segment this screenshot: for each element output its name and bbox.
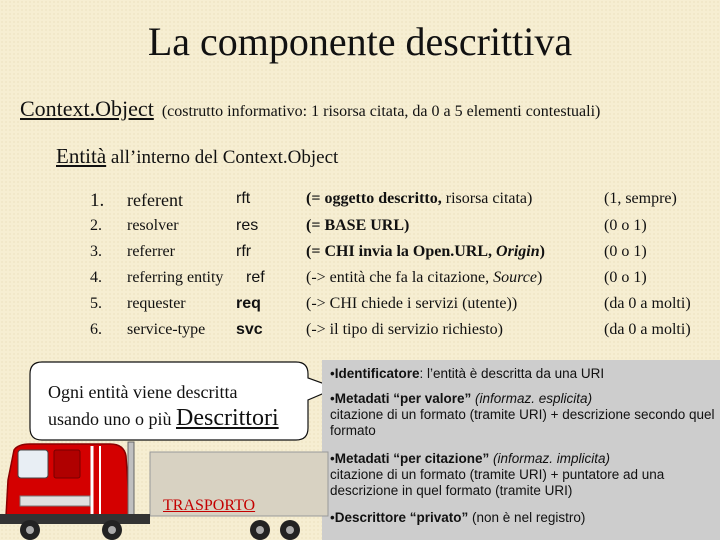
entity-abbreviation: res <box>236 217 259 234</box>
note-metadati-citazione: •Metadati “per citazione” (informaz. implicita) citazione di un formato (tramite URI) + puntatore ad una descrizione in quel formato (tramite URI) <box>330 451 665 498</box>
entity-name: referring entity <box>127 269 224 286</box>
entity-abbreviation: rft <box>236 190 251 207</box>
callout-text <box>48 379 318 432</box>
entity-cardinality: (1, sempre) <box>604 190 677 207</box>
truck-icon <box>0 440 330 540</box>
callout-line-1: Ogni entità viene descritta <box>48 382 238 402</box>
context-object-label: Context.Object <box>20 96 154 121</box>
entity-number: 4. <box>90 269 102 286</box>
entity-description: (= CHI invia la Open.URL, Origin) <box>306 243 545 260</box>
entity-number: 1. <box>90 190 105 211</box>
entity-cardinality: (da 0 a molti) <box>604 295 691 312</box>
entity-number: 6. <box>90 321 102 338</box>
note-metadati-valore: •Metadati “per valore” (informaz. esplicita) citazione di un formato (tramite URI) + descrizione secondo quel formato <box>330 391 715 438</box>
entity-description: (= BASE URL) <box>306 217 410 234</box>
entity-number: 2. <box>90 217 102 234</box>
entity-name: requester <box>127 295 186 312</box>
note-descrittore-privato: •Descrittore “privato” (non è nel registro) <box>330 510 586 525</box>
entity-description: (-> entità che fa la citazione, Source) <box>306 269 543 286</box>
entity-abbreviation: rfr <box>236 243 252 260</box>
bullet-icon: • <box>330 366 335 381</box>
entity-cardinality: (0 o 1) <box>604 269 647 286</box>
entity-number: 3. <box>90 243 102 260</box>
bullet-icon: • <box>330 451 335 466</box>
entity-number: 5. <box>90 295 102 312</box>
entity-cardinality: (0 o 1) <box>604 243 647 260</box>
entity-abbreviation: req <box>236 295 261 312</box>
bullet-icon: • <box>330 391 335 406</box>
entities-heading-rest: all’interno del Context.Object <box>110 147 339 168</box>
note-identificatore: •Identificatore: l’entità è descritta da una URI <box>330 366 605 381</box>
trasporto-label: TRASPORTO <box>163 497 256 514</box>
entity-name: resolver <box>127 217 179 234</box>
entity-name: referrer <box>127 243 175 260</box>
slide-title: La componente descrittiva <box>147 19 573 64</box>
descrittori-link: Descrittori <box>176 405 279 431</box>
entity-abbreviation: svc <box>236 321 263 338</box>
entity-name: service-type <box>127 321 206 338</box>
callout-line-2: usando uno o più <box>48 409 176 429</box>
entity-description: (= oggetto descritto, risorsa citata) <box>306 190 533 207</box>
entity-cardinality: (0 o 1) <box>604 217 647 234</box>
bullet-icon: • <box>330 510 335 525</box>
context-object-note: (costrutto informativo: 1 risorsa citata, da 0 a 5 elementi contestuali) <box>161 103 601 120</box>
entity-cardinality: (da 0 a molti) <box>604 321 691 338</box>
entity-name: referent <box>127 190 183 210</box>
entity-description: (-> CHI chiede i servizi (utente)) <box>306 295 518 312</box>
entities-heading-label: Entità <box>56 144 107 168</box>
entity-abbreviation: ref <box>246 269 265 286</box>
entity-description: (-> il tipo di servizio richiesto) <box>306 321 503 338</box>
